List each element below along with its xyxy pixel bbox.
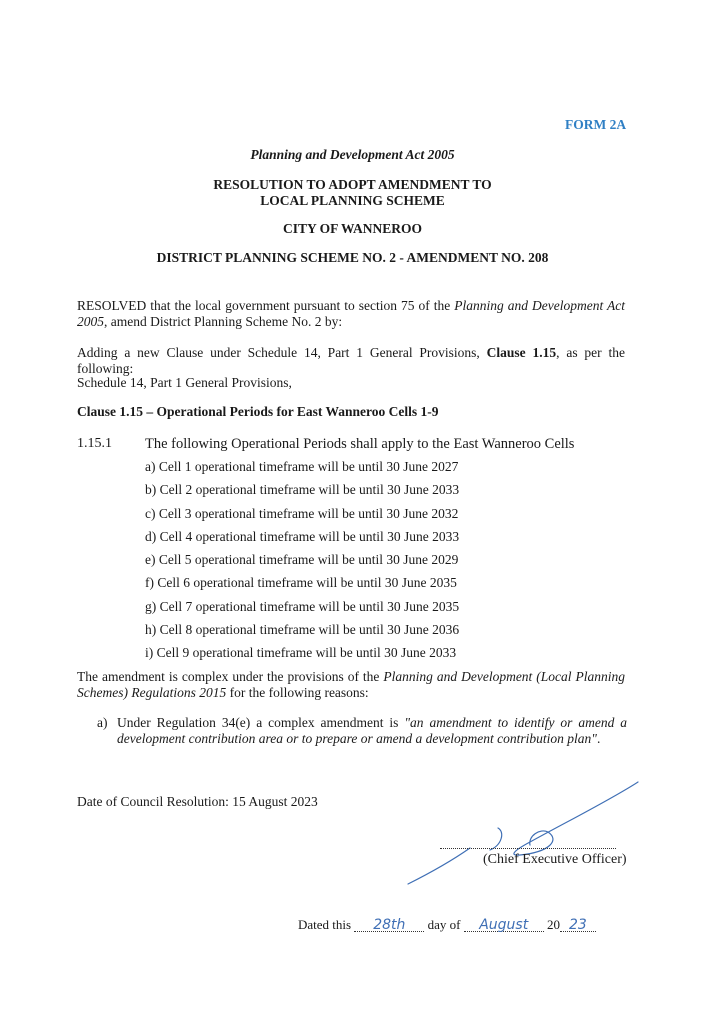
- complex-paragraph: [77, 669, 625, 701]
- complex-prefix: The amendment is complex under the provisions of the: [77, 669, 384, 684]
- month-value: August: [464, 919, 544, 932]
- dated-this: Dated this: [298, 917, 355, 932]
- signature-line: [440, 838, 616, 849]
- complex-suffix: for the following reasons:: [226, 685, 369, 700]
- act-title: Planning and Development Act 2005: [250, 147, 455, 162]
- ceo-label: (Chief Executive Officer): [483, 852, 627, 867]
- complex-regs: Planning and Development (Local Planning Schemes) Regulations 2015: [77, 669, 625, 700]
- dated-line: [298, 917, 596, 933]
- title-line-1: RESOLUTION TO ADOPT AMENDMENT TO: [213, 177, 492, 192]
- list-item: f) Cell 6 operational timeframe will be until 30 June 2035: [145, 575, 457, 591]
- resolved-act: Planning and Development Act 2005: [77, 298, 625, 329]
- year-prefix: 20: [543, 917, 560, 932]
- list-item: h) Cell 8 operational timeframe will be until 30 June 2036: [145, 622, 460, 638]
- resolved-prefix: RESOLVED that the local government pursuant to section 75 of the: [77, 298, 455, 313]
- list-item: c) Cell 3 operational timeframe will be until 30 June 2032: [145, 505, 459, 521]
- council-date: Date of Council Resolution: 15 August 2023: [77, 794, 318, 809]
- cell-list: [145, 459, 459, 669]
- ceo-signature: [380, 770, 650, 890]
- day-value: 28th: [354, 919, 424, 932]
- reason-item: [97, 715, 627, 747]
- resolved-suffix: , amend District Planning Scheme No. 2 by:: [104, 314, 343, 329]
- resolved-paragraph: [77, 298, 625, 330]
- title-line-2: LOCAL PLANNING SCHEME: [260, 193, 445, 208]
- clause-heading: Clause 1.15 – Operational Periods for East Wanneroo Cells 1-9: [77, 404, 439, 419]
- reason-label: a): [97, 715, 108, 730]
- day-of: day of: [424, 917, 464, 932]
- schedule-line: Schedule 14, Part 1 General Provisions,: [77, 375, 292, 390]
- adding-paragraph: [77, 345, 625, 377]
- list-item: b) Cell 2 operational timeframe will be until 30 June 2033: [145, 482, 460, 498]
- list-item: a) Cell 1 operational timeframe will be until 30 June 2027: [145, 459, 459, 474]
- adding-suffix: , as per the following:: [77, 345, 625, 376]
- form-label: FORM 2A: [565, 117, 627, 132]
- reason-prefix: Under Regulation 34(e) a complex amendment is: [117, 715, 405, 730]
- clause-number: 1.15.1: [77, 436, 112, 451]
- clause-lead: The following Operational Periods shall apply to the East Wanneroo Cells: [145, 436, 575, 452]
- list-item: d) Cell 4 operational timeframe will be until 30 June 2033: [145, 528, 460, 544]
- reason-quote: "an amendment to identify or amend a development contribution area or to prepare or amend a development contribution plan": [117, 715, 628, 746]
- adding-prefix: Adding a new Clause under Schedule 14, Part 1 General Provisions,: [77, 345, 487, 360]
- scheme-title: DISTRICT PLANNING SCHEME NO. 2 - AMENDMENT NO. 208: [156, 250, 549, 265]
- year-value: 23: [560, 919, 596, 932]
- list-item: g) Cell 7 operational timeframe will be until 30 June 2035: [145, 598, 460, 614]
- reason-suffix: .: [596, 731, 601, 746]
- list-item: i) Cell 9 operational timeframe will be until 30 June 2033: [145, 645, 457, 661]
- list-item: e) Cell 5 operational timeframe will be until 30 June 2029: [145, 552, 459, 568]
- document-title: [0, 177, 705, 209]
- adding-clause: Clause 1.15: [486, 345, 557, 360]
- city-name: CITY OF WANNEROO: [282, 221, 422, 236]
